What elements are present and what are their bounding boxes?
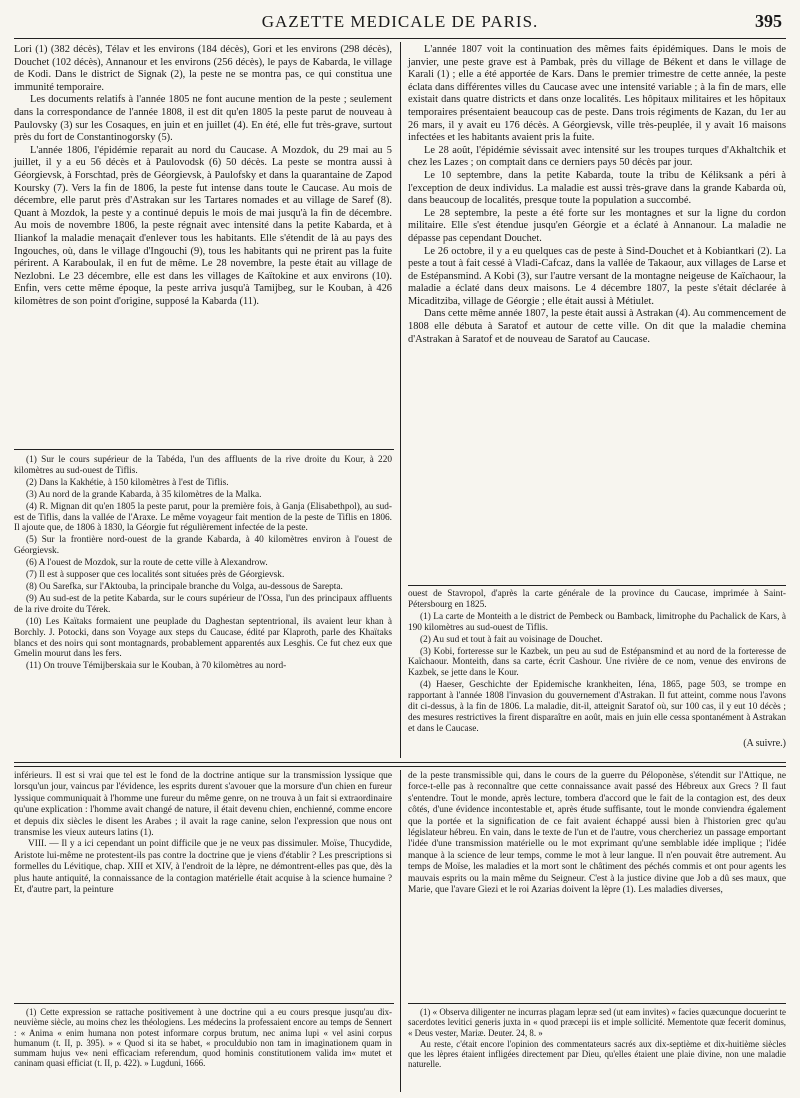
footnote: (5) Sur la frontière nord-ouest de la grande Kabarda, à 40 kilomètres environ à l'ouest de Géorgievsk. [14,535,392,557]
paragraph: Dans cette même année 1807, la peste était aussi à Astrakan (4). Au commencement de 1808 elle débuta à Saratof et autour de cette ville. On dit que la maladie chemina d'Astrakan à Saratof et de nouveau de Saratof au Caucase. [408,308,786,345]
footnote: (6) A l'ouest de Mozdok, sur la route de cette ville à Alexandrow. [26,558,268,569]
column-divider [400,42,401,758]
footnote: (3) Kobi, forteresse sur le Kazbek, un peu au sud de Estépansmind et au nord de la forteresse de Kaïchaour. Monteith, dans sa carte, écrit Cashour. Une rivière de ce nom, venue des environs de Kazbek, se jette dans le Kour. [408,646,786,679]
paragraph: Le 26 octobre, il y a eu quelques cas de peste à Sind-Douchet et à Kobiantkari (2). La peste a tout à fait cessé à Vladi-Cafcaz, dans la vallée de Takaour, aux villages de Larse et de Estépansmind. A Kobi (3), sur l'autre versant de la montagne neigeuse de Kaïchaour, la maladie a éclaté dans deux maisons. Le 4 décembre 1807, la peste s'était déclarée à Micaditziba, village de Géorgie ; elle était aussi à Métiulet. [408,245,786,307]
footnote: (2) Dans la Kakhétie, à 150 kilomètres à l'est de Tiflis. [26,477,229,488]
lower-right-footnote [408,1007,786,1071]
footnote: (1) La carte de Monteith a le district de Pembeck ou Bamback, limitrophe du Pachalick de Kars, à 190 kilomètres au sud-ouest de Tiflis. [408,611,786,633]
section-rule-top [14,762,786,763]
paragraph: Le 28 août, l'épidémie sévissait avec intensité sur les troupes turques d'Akhaltchik et chez les Lazes ; on comptait dans ce derniers pays 50 décès par jour. [408,144,786,169]
footnote: (1) « Observa diligenter ne incurras plagam lepræ sed (ut eam invites) « facies quæcunque docuerint te sacerdotes levitici generis juxta in « quod præcepi iis et imple sollicité. Mementote quæ fecerit dominus, « Deus vester, Mariæ. Deuter. 24, 8. » [408,1007,786,1038]
footnote: (4) Haeser, Geschichte der Epidemische krankheiten, Iéna, 1865, page 503, se trompe en rapportant à l'année 1808 l'invasion du gouvernement d'Astrakan. Il fut atteint, comme nous l'avons dit ci-dessus, à la fin de 1806. La maladie, dit-il, atteignit Saratof où, sur 100 cas, il y eut 10 décès ; des mesures restrictives la firent disparaître en août, mais en juin elle cessa spontanément à Astrakan et dans le Caucase. [408,680,786,734]
paragraph: L'année 1807 voit la continuation des mêmes faits épidémiques. Dans le mois de janvier, une peste grave est à Pambak, près du village de Békent et dans le village de Karali (1) ; elle a été apportée de Kars. Dans le premier trimestre de cette année, la peste éclata dans différentes villes du Caucase avec une intensité variable ; à la fin de mars, elle existait dans quatre districts et dans onze localités. Les hôpitaux militaires et les hôpitaux temporaires présentaient beaucoup cas de peste. Dans trois régiments de Kazan, du 1er au 26 mars, il y avait eu 176 décès. A Géorgievsk, ville très-peuplée, il y avait 16 maisons infectées et les habitants avaient pris la fuite. [408,44,786,144]
paragraph: inférieurs. Il est si vrai que tel est le fond de la doctrine antique sur la transmission lyssique que lorsqu'un jour, vaincus par l'évidence, les esprits durent s'avouer que la morsure d'un chien en fureur lyssique communiquait à l'homme une fureur du même genre, on ne trouva à un fait si extraordinaire qu'une explication : l'homme avait changé de nature, il était devenu chien, enchienné, comme encore et depuis dix siècles le disent les Arabes ; il avait la rage canine, selon l'expression que nous ont transmise les vieux auteurs latins (1). [14,771,392,839]
page-header [14,8,786,34]
paragraph: Le 28 septembre, la peste a été forte sur les montagnes et sur la ligne du cordon militaire. Elle s'est étendue jusqu'en Géorgie et a éclaté à Annanour. La maladie ne dépasse pas cependant Douchet. [408,207,786,244]
header-rule [14,38,786,39]
right-notes-rule [408,585,786,586]
lower-right-column [408,771,786,896]
paragraph: L'année 1806, l'épidémie reparait au nord du Caucase. A Mozdok, du 29 mai au 5 juillet, il y a eu 56 décès et à Paulovodsk (6) 50 décès. La peste se montra aussi à Géorgievsk, à Forschtad, près de Géorgievsk, à Paulofsky et dans la quarantaine de Zapod Koursky (7). Vers la fin de 1806, la peste fut intense dans toute le Caucase. Au mois de décembre, elle parut près d'Astrakan sur les Tartares nomades et au village de Saref (8). Quant à Mozdok, la peste y a continué depuis le mois de mai jusqu'à la fin de décembre. Au mois de novembre 1806, la peste régnait avec intensité dans la petite Kabarda, et à Iliankof la maladie menaçait d'enlever tous les habitants. Elle s'étendit de là au pays des Ingouches, où, dans le village d'Ingouchi (9), tous les habitants qui ne prirent pas la fuite périrent. A Karaboulak, il en fut de même. Le 28 novembre, la peste était au village de Nezlobni. Le 23 décembre, elle est dans les villages de Kaïtokine et aux environs (10). Enfin, vers cette même époque, la peste arriva jusqu'à Tamijbeg, sur le Kouban, à 426 kilomètres de son point d'origine, supposé la Kabarda (11). [14,144,392,307]
lower-column-divider [400,770,401,1092]
footnote: (2) Au sud et tout à fait au voisinage de Douchet. [420,634,603,645]
footnote: (1) Sur le cours supérieur de la Tabéda, l'un des affluents de la rive droite du Kour, à 220 kilomètres au sud-ouest de Tiflis. [14,455,392,476]
footnote: (10) Les Kaïtaks formaient une peuplade du Daghestan septentrional, ils avaient leur khan à Borchly. J. Potocki, dans son Voyage aux steps du Caucase, édité par Klaproth, parle des Khaïtaks blancs et des noirs qui sont montagnards, probablement apparentés aux Lesghis. Ce fut chez eux que Gmelin mourut dans les fers. [14,616,392,660]
footnote: (1) Cette expression se rattache positivement à une doctrine qui a eu cours presque jusqu'au dix-neuvième siècle, au moins chez les théologiens. Les médecins la professaient encore au temps de Sennert : « Anima « enim humana non potest informare corpus brutum, nec anima lupi « vel asini corpus humanum (t. II, p. 395). » « Quod si ita se habet, « proculdubio non tam in imaginationem quam in summam hujus ve« neni efficaciam referendum, quod hominis constitutionem valida im« mutet et caninam quasi efficiat (t. II, p. 422). » Lugduni, 1666. [14,1007,392,1069]
upper-right-column [408,44,786,346]
footnote: (9) Au sud-est de la petite Kabarda, sur le cours supérieur de l'Ossa, l'un des principaux affluents de la rive droite du Térek. [14,593,392,615]
paragraph: Les documents relatifs à l'année 1805 ne font aucune mention de la peste ; seulement dans la correspondance de l'année 1808, il est dit qu'en 1805 la peste parut de nouveau à Paulovsky (3) sur les Cosaques, en juin et en juillet (4). En été, elle fut très-grave, surtout près du fort de Constantinogorsky (5). [14,94,392,144]
upper-left-column [14,44,392,308]
footnote: (4) R. Mignan dit qu'en 1805 la peste parut, pour la première fois, à Ganja (Elisabethpol), au sud-est de Tiflis, dans la vallée de l'Araxe. Le même voyageur fait mention de la peste de Tiflis en 1806. Il ajoute que, de 1806 à 1830, la Géorgie fut régulièrement infectée de la peste. [14,501,392,534]
lower-left-column [14,771,392,896]
paragraph: VIII. — Il y a ici cependant un point difficile que je ne veux pas dissimuler. Moïse, Thucydide, Aristote lui-même ne protestent-ils pas contre la doctrine que je viens d'établir ? Les prescriptions si formelles du Lévitique, chap. XIII et XIV, à l'endroit de la lèpre, ne démontrent-elles pas que, dès la plus haute antiquité, la connaissance de la contagion matérielle était acquise à la science humaine ? Et, d'autre part, la peinture [14,839,392,896]
paragraph: Le 10 septembre, dans la petite Kabarda, toute la tribu de Kéliksank a péri à l'exception de deux individus. La maladie est aussi très-grave dans la grande Kabarda où, dans beaucoup de localités, presque toute la population a succombé. [408,169,786,207]
to-be-continued: (A suivre.) [743,737,786,749]
lower-left-notes-rule [14,1003,394,1004]
paragraph: de la peste transmissible qui, dans le cours de la guerre du Péloponèse, s'étendit sur l'Attique, ne force-t-elle pas à reconnaître que cette connaissance avait passé des Hébreux aux Grecs ? Il faut s'entendre. Tout le monde, après lecture, tombera d'accord que le fait de la contagion est, des deux côtés, d'une évidence incontestable et, après étude suffisante, tout le monde conviendra également que la portée et la signification de ce fait avaient échappé aussi bien à l'historien grec qu'au législateur hébreu. En vain, dans le texte de l'un et de l'autre, vous chercheriez un passage emportant l'idée d'une transmission matérielle ou le mot exprimant qu'une semblable idée implique ; l'idée manque à la science de leur temps, comme le mot à leur langue. Il n'en pouvait être autrement. Au temps de Moïse, les maladies et la mort sont le châtiment des péchés commis et ont pour agents les mauvais esprits ou la main même du Seigneur. C'est à la justice divine que Job a dû ses maux, que Marie, que l'avare Giezi et le roi Azarias doivent la lèpre (1). Les maladies diverses, [408,771,786,896]
upper-right-footnotes [408,589,786,750]
left-notes-rule [14,449,394,450]
lower-right-notes-rule [408,1003,786,1004]
footnote: Au reste, c'était encore l'opinion des commentateurs sacrés aux dix-septième et dix-huitième siècles que les lèpres étaient infligées directement par Dieu, qu'elles étaient une plaie divine, non une maladie naturelle. [408,1038,786,1070]
upper-left-footnotes [14,455,392,673]
lower-left-footnote [14,1007,392,1070]
page-number: 395 [755,11,782,31]
journal-title: GAZETTE MEDICALE DE PARIS. [261,12,539,31]
footnote: ouest de Stavropol, d'après la carte générale de la province du Caucase, imprimée à Saint-Pétersbourg en 1825. [408,589,786,610]
section-rule-bottom [14,766,786,767]
footnote: (7) Il est à supposer que ces localités sont situées près de Géorgievsk. [26,570,285,581]
footnote: (11) On trouve Témijberskaia sur le Kouban, à 70 kilomètres au nord- [26,661,287,672]
footnote: (8) Ou Sarefka, sur l'Aktouba, la principale branche du Volga, au-dessous de Sarepta. [26,581,343,592]
footnote: (3) Au nord de la grande Kabarda, à 35 kilomètres de la Malka. [26,489,262,500]
paragraph: Lori (1) (382 décès), Télav et les environs (184 décès), Gori et les environs (298 décès), Douchet (102 décès), Annanour et les environs (256 décès), le pays de Kabarda, le village de Kodi. Dans le district de Signak (2), la peste ne se montra pas, ce qui constitua une immunité temporaire. [14,44,392,93]
